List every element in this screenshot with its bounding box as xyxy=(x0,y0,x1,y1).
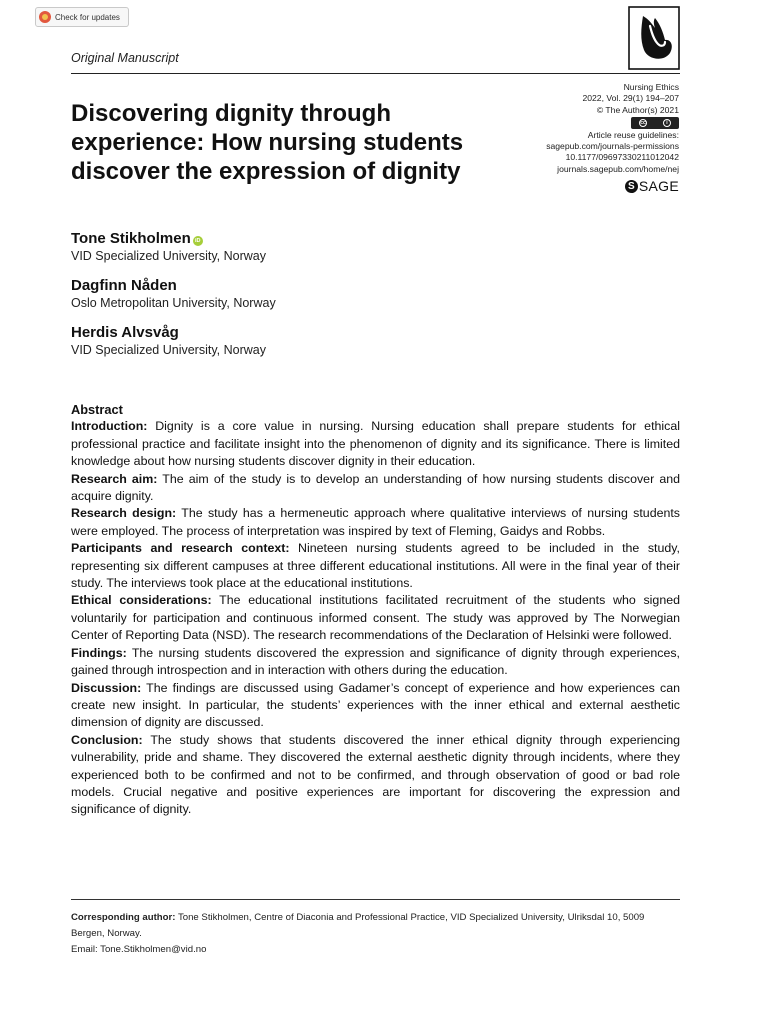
header-divider xyxy=(71,73,680,74)
corresponding-label: Corresponding author: xyxy=(71,912,176,923)
section-text: The nursing students discovered the expression and significance of dignity through experiences, gained through introspection and in interaction with others during the education. xyxy=(71,645,680,678)
section-label: Research design: xyxy=(71,506,177,521)
section-text: The study shows that students discovered the inner ethical dignity through experiencing vulnerability, pride and shame. They discovered the external aesthetic dignity through incidents, where they experienced both to be confirmed and not to be confirmed, and through observation of good or bad role models. Crucial negative and positive experiences are important for discovering the expression and significance of dignity. xyxy=(71,732,680,817)
author-name: Herdis Alvsvåg xyxy=(71,324,179,341)
abstract-heading: Abstract xyxy=(71,402,123,417)
copyright: © The Author(s) 2021 xyxy=(596,104,679,115)
section-label: Research aim: xyxy=(71,471,158,486)
publisher-name: SAGE xyxy=(638,177,679,194)
title-line: discover the expression of dignity xyxy=(71,158,461,185)
abstract-section xyxy=(71,592,680,644)
abstract-section xyxy=(71,471,680,506)
journal-home-link[interactable]: journals.sagepub.com/home/nej xyxy=(557,163,679,174)
author-affiliation: VID Specialized University, Norway xyxy=(71,249,266,263)
corresponding-address: Tone Stikholmen, Centre of Diaconia and Professional Practice, VID Specialized University, Ulriksdal 10, 5009 Bergen, Norway. xyxy=(71,912,645,939)
doi-link[interactable]: 10.1177/09697330211012042 xyxy=(565,152,679,163)
check-for-updates-button[interactable] xyxy=(35,7,129,27)
author-name: Tone Stikholmen xyxy=(71,230,191,247)
section-text: Nineteen nursing students agreed to be included in the study, representing six different campuses at three different educational institutions. All were in the final year of their study. The interviews took place at the educational institutions. xyxy=(71,541,680,591)
journal-volume: 2022, Vol. 29(1) 194–207 xyxy=(582,93,679,104)
check-for-updates-label: Check for updates xyxy=(55,12,120,22)
abstract-section xyxy=(71,645,680,680)
sage-s-icon: S xyxy=(625,180,638,193)
abstract-section xyxy=(71,732,680,819)
section-text: The aim of the study is to develop an understanding of how nursing students discover and acquire dignity. xyxy=(71,471,680,504)
section-label: Discussion: xyxy=(71,680,142,695)
crossmark-icon xyxy=(39,11,51,23)
abstract-section xyxy=(71,418,680,470)
section-label: Ethical considerations: xyxy=(71,593,212,608)
cc-license-icon[interactable]: cc i xyxy=(631,117,679,129)
footnote-divider xyxy=(71,899,680,900)
abstract-section xyxy=(71,540,680,592)
corresponding-author-note xyxy=(71,910,680,958)
abstract-section xyxy=(71,680,680,732)
section-label: Findings: xyxy=(71,645,127,660)
abstract xyxy=(71,401,680,819)
manuscript-type: Original Manuscript xyxy=(71,51,179,65)
reuse-guidelines-label: Article reuse guidelines: xyxy=(587,129,679,140)
section-text: The educational institutions facilitated recruitment of the students who signed voluntarily for participation and continuous informed consent. The study was approved by The Norwegian Center of Reporting Data (NSD). The research recommendations of the Declaration of Helsinki were followed. xyxy=(71,593,680,643)
journal-metadata xyxy=(479,82,679,193)
section-text: The findings are discussed using Gadamer’s concept of experience and how experiences can create new insight. In particular, the students’ experiences with the inner ethical and external aesthetic dimension of dignity are discussed. xyxy=(71,680,680,730)
corresponding-email[interactable]: Email: Tone.Stikholmen@vid.no xyxy=(71,944,207,955)
journal-logo-icon xyxy=(628,6,680,70)
section-text: Dignity is a core value in nursing. Nursing education shall prepare students for ethical professional practice and facilitate insight into the phenomenon of dignity and its significance. There is limited knowledge about how nursing students discover dignity in their education. xyxy=(71,419,680,469)
section-label: Participants and research context: xyxy=(71,541,290,556)
title-line: Discovering dignity through xyxy=(71,100,392,127)
orcid-icon[interactable]: iD xyxy=(193,236,203,246)
author-affiliation: VID Specialized University, Norway xyxy=(71,343,266,357)
section-text: The study has a hermeneutic approach where qualitative interviews of nursing students were employed. The process of interpretation was inspired by text of Fleming, Gaidys and Robbs. xyxy=(71,506,681,538)
section-label: Conclusion: xyxy=(71,732,143,747)
title-line: experience: How nursing students xyxy=(71,129,464,156)
abstract-section xyxy=(71,505,680,540)
section-label: Introduction: xyxy=(71,419,148,434)
sage-logo xyxy=(625,177,679,194)
article-title xyxy=(71,99,511,186)
journal-name: Nursing Ethics xyxy=(623,82,679,92)
author-block xyxy=(71,277,276,310)
author-affiliation: Oslo Metropolitan University, Norway xyxy=(71,296,276,310)
author-name: Dagfinn Nåden xyxy=(71,277,177,294)
author-block xyxy=(71,230,266,263)
permissions-link[interactable]: sagepub.com/journals-permissions xyxy=(546,141,679,152)
author-block xyxy=(71,324,266,357)
